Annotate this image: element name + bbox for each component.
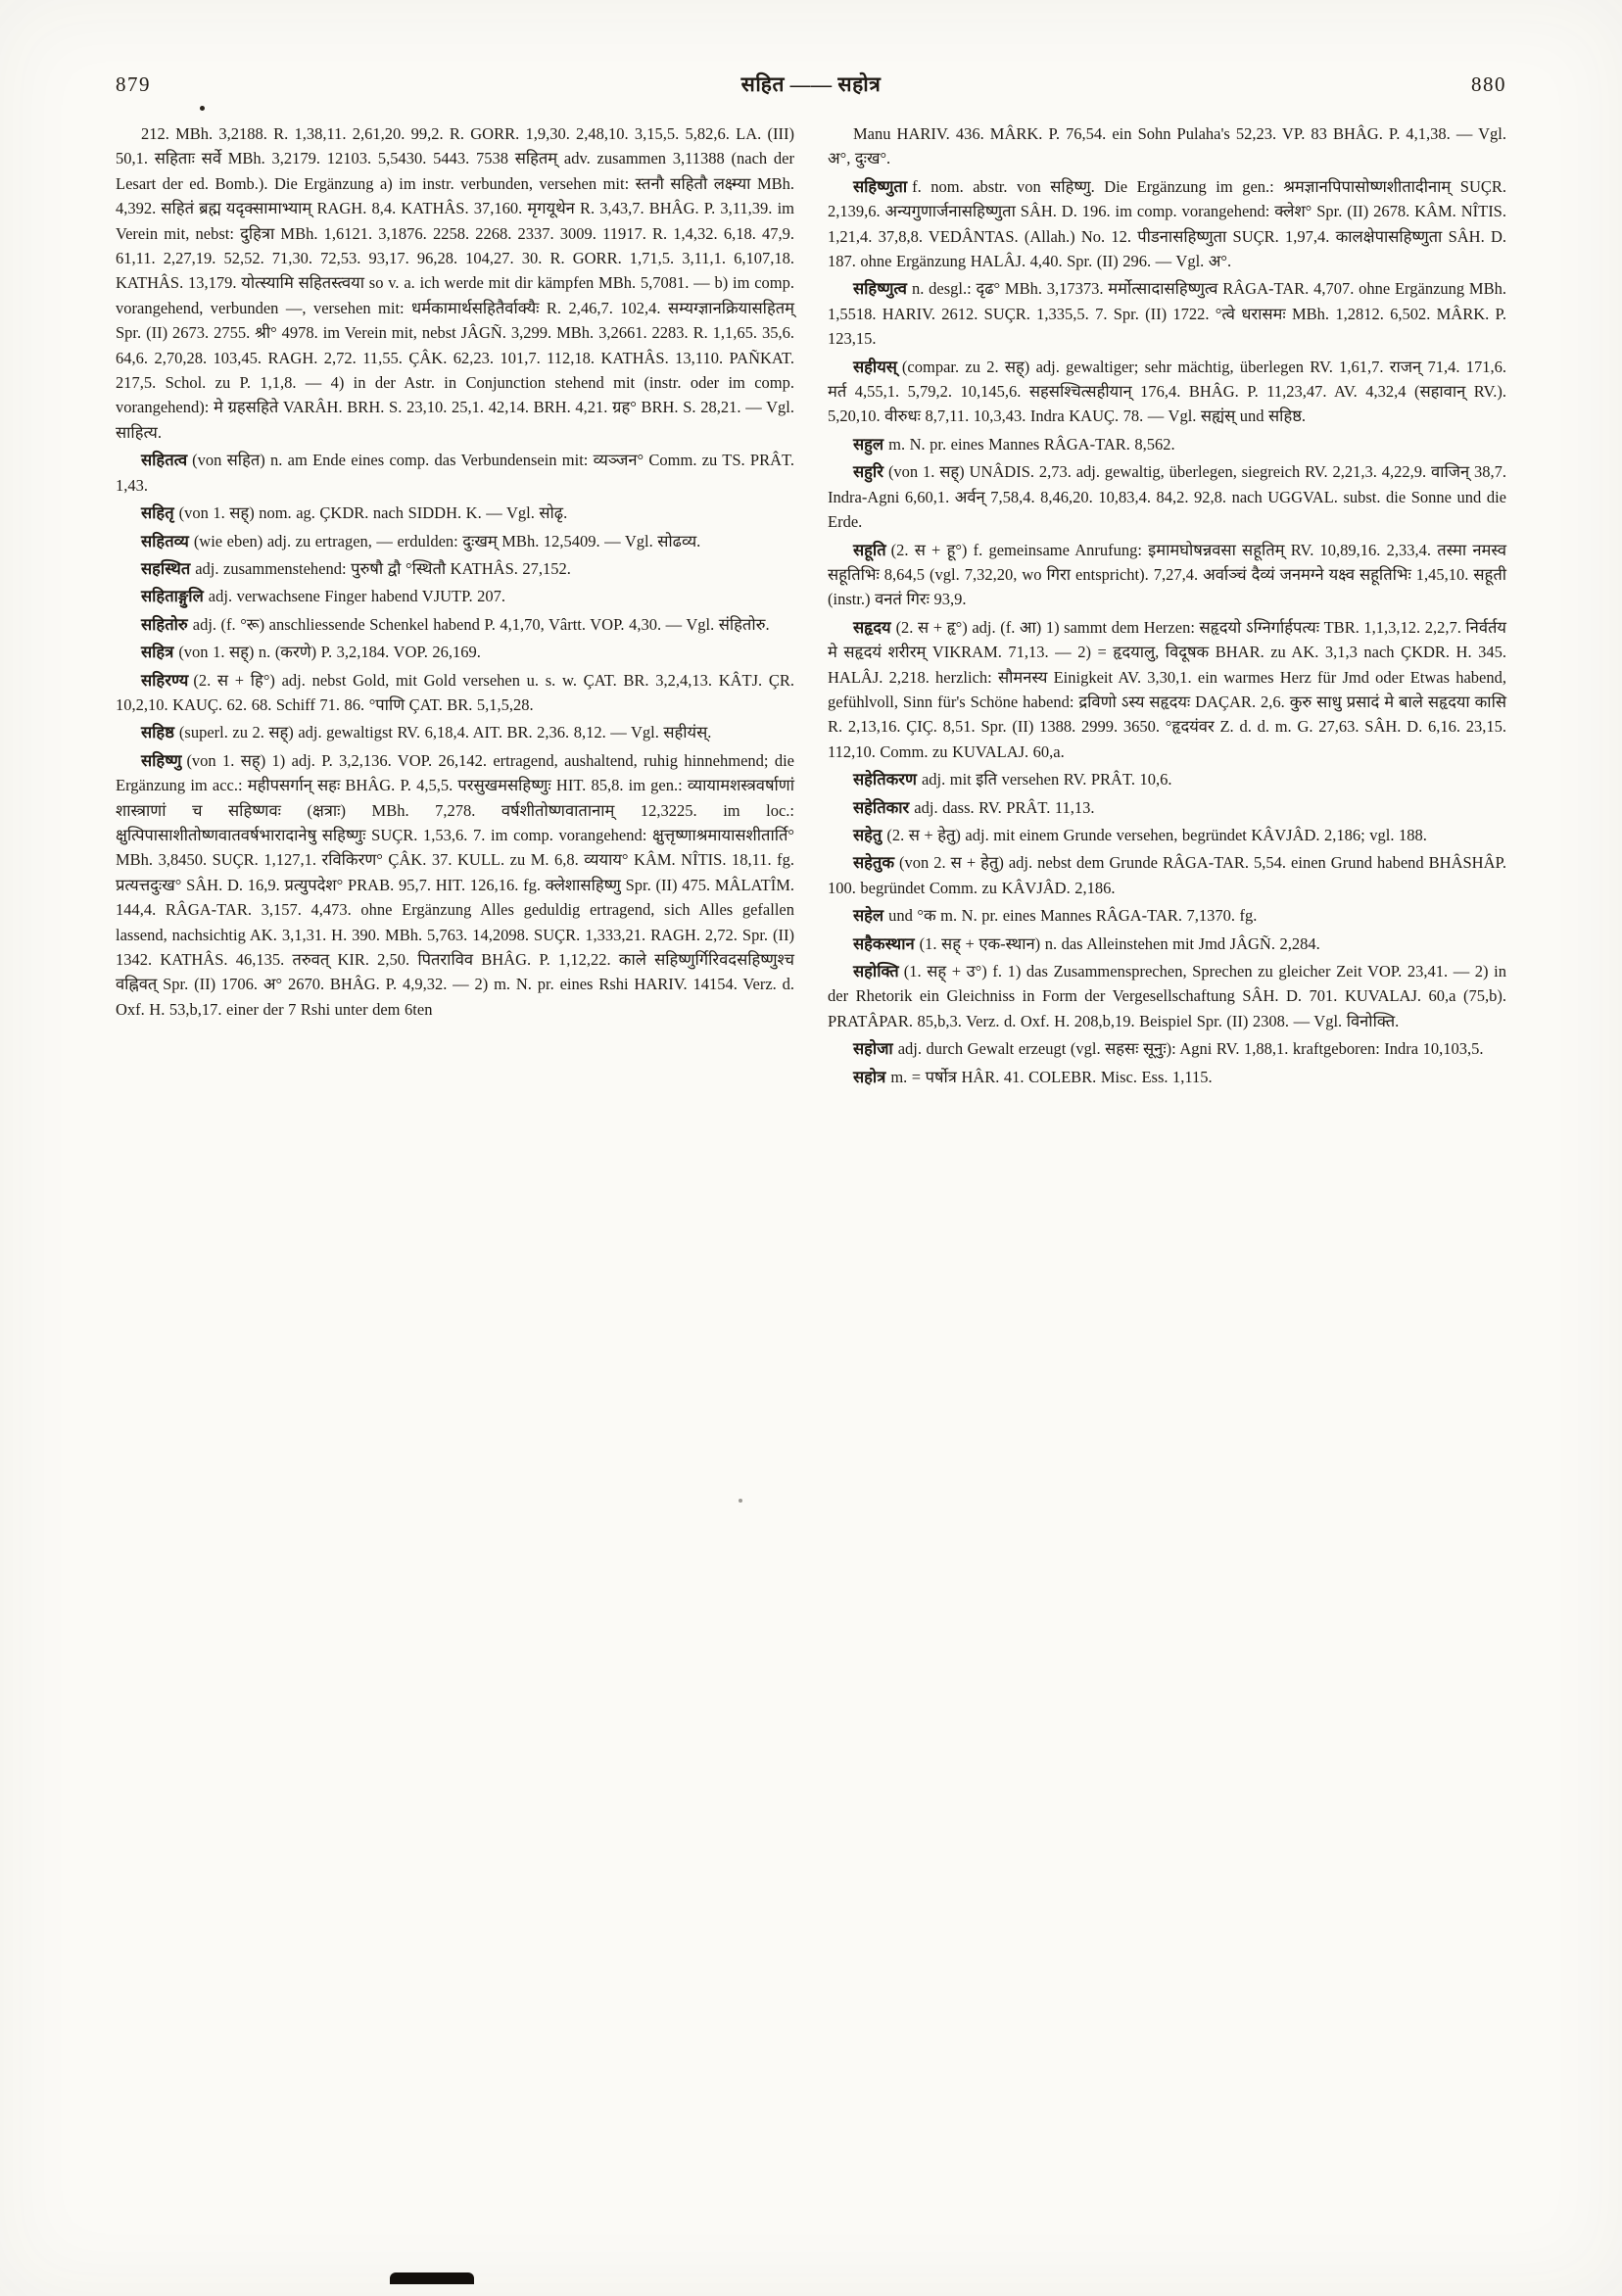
- text-block: [0, 98, 1622, 1092]
- page-number-right: 880: [1471, 72, 1506, 96]
- dictionary-entry: [116, 448, 794, 498]
- dictionary-entry: [116, 612, 794, 637]
- entry-body: (von 1. सह्) UNÂDIS. 2,73. adj. gewaltig, überlegen, siegreich RV. 2,21,3. 4,22,9. वाजिन् 38,7. Indra-Agni 6,60,1. अर्वन् 7,58,4. 8,46,20. 10,83,4. 84,2. 92,8. nach UGGVAL. subst. die Sonne und die Erde.: [828, 462, 1506, 532]
- dictionary-entry: [116, 668, 794, 718]
- dictionary-entry: [828, 615, 1506, 764]
- entry-headword: सहैकस्थान: [853, 933, 915, 953]
- entry-headword: सहित्र: [141, 643, 174, 662]
- dictionary-entry: [116, 748, 794, 1022]
- dictionary-entry: [116, 556, 794, 581]
- entry-headword: सहितोरु: [141, 614, 188, 634]
- entry-body: (1. सह् + एक-स्थान) n. das Alleinstehen mit Jmd JÂGÑ. 2,284.: [919, 933, 1320, 953]
- entry-body: (von 1. सह्) 1) adj. P. 3,2,136. VOP. 26,142. ertragend, aushaltend, ruhig hinnehmend; die Ergänzung im acc.: महीपसर्गान् सहः BHÂG. P. 4,5,5. परसुखमसहिष्णुः HIT. 85,8. im gen.: व्यायामशस्त्रवर्षाणां शास्त्राणां च सहिष्णवः (क्षत्राः) MBh. 7,278. वर्षशीतोष्णवातानाम् 12,3225. im loc.: क्षुत्पिपासाशीतोष्णवातवर्षभारादानेषु सहिष्णुः SUÇR. 1,53,6. 7. im comp. vorangehend: क्षुत्तृष्णाश्रमायासशीतार्ति° MBh. 3,8450. SUÇR. 1,127,1. रविकिरण° ÇÂK. 37. KULL. zu M. 6,8. व्ययाय° KÂM. NÎTIS. 18,11. fg. प्रत्यत्तदुःख° SÂH. D. 16,9. प्रत्युपदेश° PRAB. 95,7. HIT. 126,16. fg. क्लेशासहिष्णु Spr. (II) 475. MÂLATÎM. 144,4. RÂGA-TAR. 3,157. 4,473. ohne Ergänzung Alles geduldig ertragend, sich Alles gefallen lassend, nachsichtig AK. 3,1,31. H. 390. MBh. 5,763. 14,2098. SUÇR. 1,333,21. RAGH. 2,72. Spr. (II) 1342. KATHÂS. 46,135. तरुवत् KIR. 2,50. पितराविव BHÂG. P. 1,12,22. काले सहिष्णुर्गिरिवदसहिष्णुश्च वह्निवत् Spr. (II) 1706. अ° 2670. BHÂG. P. 4,9,32. — 2) m. N. pr. eines Rshi HARIV. 14154. Verz. d. Oxf. H. 53,b,17. einer der 7 Rshi unter dem 6ten: [116, 750, 794, 1019]
- scan-artifact-speck: [200, 106, 205, 111]
- entry-body: (2. स + हू°) f. gemeinsame Anrufung: इमामघोषन्नवसा सहूतिम् RV. 10,89,16. 2,33,4. तस्मा नमस्व सहूतिभिः 8,64,5 (vgl. 7,32,20, wo गिरा entspricht). 7,27,4. अर्वाञ्चं दैव्यं जनमग्ने यक्ष्व सहूतिभिः 1,45,10. सहूती (instr.) वनतं गिरः 93,9.: [828, 540, 1506, 609]
- dictionary-entry: [828, 174, 1506, 274]
- dictionary-entry: [828, 1065, 1506, 1089]
- dictionary-entry: [116, 720, 794, 744]
- entry-headword: सहेतु: [853, 825, 883, 844]
- dictionary-entry: [828, 1036, 1506, 1061]
- entry-body: (1. सह् + उ°) f. 1) das Zusammensprechen, Sprechen zu gleicher Zeit VOP. 23,41. — 2) in der Rhetorik ein Gleichniss in Form der Vergesellschaftung SÂH. D. 701. KUVALAJ. 60,a (75,b). PRATÂPAR. 85,b,3. Verz. d. Oxf. H. 208,b,19. Beispiel Spr. (II) 2308. — Vgl. विनोक्ति.: [828, 962, 1506, 1030]
- entry-headword: सहुरि: [853, 462, 883, 482]
- entry-body: (2. स + हेतु) adj. mit einem Grunde versehen, begründet KÂVJÂD. 2,186; vgl. 188.: [886, 825, 1427, 844]
- dictionary-entry: [828, 959, 1506, 1033]
- entry-headword: सहितव्य: [141, 531, 189, 550]
- entry-body: (superl. zu 2. सह्) adj. gewaltigst RV. 6,18,4. AIT. BR. 2,36. 8,12. — Vgl. सहीयंस्.: [178, 723, 712, 742]
- running-head: सहित —— सहोत्र: [740, 72, 882, 96]
- dictionary-entry: [116, 501, 794, 525]
- dictionary-entry: [828, 355, 1506, 429]
- entry-body: adj. zusammenstehend: पुरुषौ द्वौ °स्थितौ KATHÂS. 27,152.: [195, 558, 571, 578]
- entry-headword: सहिष्णुता: [853, 176, 908, 196]
- dictionary-entry: [828, 795, 1506, 820]
- left-column: [116, 121, 794, 1092]
- entry-body: (wie eben) adj. zu ertragen, — erdulden: दुःखम् MBh. 12,5409. — Vgl. सोढव्य.: [193, 531, 701, 550]
- dictionary-entry: [828, 767, 1506, 791]
- entry-body: (von 2. स + हेतु) adj. nebst dem Grunde RÂGA-TAR. 5,54. einen Grund habend BHÂSHÂP. 100. begründet Comm. zu KÂVJÂD. 2,186.: [828, 853, 1506, 897]
- dictionary-entry: [116, 121, 794, 445]
- entry-body: (von 1. सह्) nom. ag. ÇKDR. nach SIDDH. K. — Vgl. सोढृ.: [178, 503, 568, 523]
- entry-body: n. desgl.: दृढ° MBh. 3,17373. मर्मोत्सादासहिष्णुत्व RÂGA-TAR. 4,707. ohne Ergänzung MBh. 1,5518. HARIV. 2612. SUÇR. 1,335,5. 7. Spr. (II) 1722. °त्वे धरासमः MBh. 1,2812. 6,502. MÂRK. P. 123,15.: [828, 279, 1506, 349]
- dictionary-entry: [828, 459, 1506, 534]
- entry-headword: सहृदय: [853, 617, 891, 637]
- page-number-left: 879: [116, 72, 151, 96]
- entry-headword: सहिष्णु: [141, 750, 182, 770]
- dictionary-entry: [116, 640, 794, 664]
- entry-body: adj. (f. °रू) anschliessende Schenkel habend P. 4,1,70, Vârtt. VOP. 4,30. — Vgl. संहितोरु.: [192, 614, 770, 634]
- entry-body: Manu HARIV. 436. MÂRK. P. 76,54. ein Sohn Pulaha's 52,23. VP. 83 BHÂG. P. 4,1,38. — Vgl. अ°, दुःख°.: [828, 124, 1506, 168]
- entry-headword: सहेतिकरण: [853, 770, 917, 789]
- entry-headword: सहितत्व: [141, 451, 188, 470]
- dictionary-entry: [828, 850, 1506, 900]
- entry-body: adj. dass. RV. PRÂT. 11,13.: [914, 797, 1095, 817]
- scan-artifact-smudge: [390, 2272, 474, 2284]
- entry-headword: सहीयस्: [853, 357, 897, 376]
- entry-body: m. = पर्षोत्र HÂR. 41. COLEBR. Misc. Ess. 1,115.: [890, 1067, 1213, 1086]
- entry-headword: सहिरण्य: [141, 670, 189, 690]
- entry-headword: सहस्थित: [141, 558, 191, 578]
- entry-headword: सहूति: [853, 540, 886, 559]
- dictionary-entry: [116, 529, 794, 553]
- dictionary-entry: [828, 432, 1506, 456]
- entry-headword: सहिष्णुत्व: [853, 279, 907, 299]
- entry-headword: सहुल: [853, 434, 884, 454]
- entry-headword: सहेतिकार: [853, 797, 910, 817]
- entry-body: (2. स + हि°) adj. nebst Gold, mit Gold versehen u. s. w. ÇAT. BR. 3,2,4,13. KÂTJ. ÇR. 10,2,10. KAUÇ. 62. 68. Schiff 71. 86. °पाणि ÇAT. BR. 5,1,5,28.: [116, 670, 794, 714]
- entry-body: m. N. pr. eines Mannes RÂGA-TAR. 8,562.: [888, 434, 1175, 454]
- entry-body: adj. durch Gewalt erzeugt (vgl. सहसः सूनुः): Agni RV. 1,88,1. kraftgeboren: Indra 10,103,5.: [897, 1039, 1484, 1059]
- entry-body: (2. स + हृ°) adj. (f. आ) 1) sammt dem Herzen: सहृदयो ऽग्निर्गार्हपत्यः TBR. 1,1,3,12. 2,2,7. निर्वर्तय मे सहृदयं शरीरम् VIKRAM. 71,13. — 2) = हृदयालु, विदूषक BHAR. zu AK. 3,1,3 nach ÇKDR. H. 345. HALÂJ. 2,218. herzlich: सौमनस्य Einigkeit AV. 3,30,1. ein warmes Herz für Jmd oder Etwas habend, gefühlvoll, Sinn für's Schöne habend: द्रविणो ऽस्य सहृदयः DAÇAR. 2,6. कुरु साधु प्रसादं मे बाले सहृदया कासि R. 2,13,16. ÇIÇ. 8,51. Spr. (II) 1388. 2999. 3650. °हृदयंवर Z. d. d. m. G. 27,63. SÂH. D. 6,16. 23,15. 112,10. Comm. zu KUVALAJ. 60,a.: [828, 617, 1506, 761]
- dictionary-entry: [828, 932, 1506, 956]
- dictionary-entry: [828, 823, 1506, 847]
- entry-body: adj. verwachsene Finger habend VJUTP. 207.: [208, 587, 505, 606]
- entry-headword: सहिताङ्गुलि: [141, 587, 204, 606]
- entry-body: und °क m. N. pr. eines Mannes RÂGA-TAR. 7,1370. fg.: [888, 906, 1258, 926]
- entry-body: (von सहित) n. am Ende eines comp. das Verbundensein mit: व्यञ्जन° Comm. zu TS. PRÂT. 1,43.: [116, 451, 794, 495]
- entry-body: adj. mit इति versehen RV. PRÂT. 10,6.: [921, 770, 1172, 789]
- dictionary-entry: [828, 903, 1506, 928]
- dictionary-entry: [116, 584, 794, 608]
- right-column: [828, 121, 1506, 1092]
- entry-headword: सहितृ: [141, 503, 174, 523]
- entry-headword: सहोक्ति: [853, 962, 899, 981]
- dictionary-entry: [828, 538, 1506, 612]
- entry-headword: सहिष्ठ: [141, 723, 174, 742]
- entry-headword: सहेल: [853, 906, 884, 926]
- entry-headword: सहेतुक: [853, 853, 894, 873]
- entry-headword: सहोत्र: [853, 1067, 886, 1086]
- dictionary-entry: [828, 276, 1506, 351]
- entry-body: f. nom. abstr. von सहिष्णु. Die Ergänzung im gen.: श्रमज्ञानपिपासोष्णशीतादीनाम् SUÇR. 2,139,6. अन्यगुणार्जनासहिष्णुता SÂH. D. 196. im comp. vorangehend: क्लेश° Spr. (II) 2678. KÂM. NÎTIS. 1,21,4. 37,8,8. VEDÂNTAS. (Allah.) No. 12. पीडनासहिष्णुता SUÇR. 1,97,4. कालक्षेपासहिष्णुता SÂH. D. 187. ohne Ergänzung HALÂJ. 4,40. Spr. (II) 296. — Vgl. अ°.: [828, 176, 1506, 271]
- entry-body: (von 1. सह्) n. (करणे) P. 3,2,184. VOP. 26,169.: [178, 643, 481, 662]
- entry-headword: सहोजा: [853, 1039, 893, 1059]
- dictionary-entry: [828, 121, 1506, 171]
- entry-body: 212. MBh. 3,2188. R. 1,38,11. 2,61,20. 99,2. R. GORR. 1,9,30. 2,48,10. 3,15,5. 5,82,6. LA. (III) 50,1. सहिताः सर्वे MBh. 3,2179. 12103. 5,5430. 5443. 7538 सहितम् adv. zusammen 3,11388 (nach der Lesart der ed. Bomb.). Die Ergänzung a) im instr. verbunden, versehen mit: स्तनौ सहितौ लक्ष्म्या MBh. 4,392. सहितं ब्रह्म यदृक्सामाभ्याम् RAGH. 8,4. KATHÂS. 37,160. मृगयूथेन R. 3,43,7. BHÂG. P. 3,11,39. im Verein mit, nebst: दुहित्रा MBh. 1,6121. 3,1876. 2258. 2268. 2337. 3009. 11917. R. 1,4,32. 6,18. 47,9. 61,11. 2,27,19. 52,52. 71,30. 72,53. 93,17. 96,28. 104,27. 30. R. GORR. 1,71,5. 3,11,1. 6,107,18. KATHÂS. 13,179. योत्स्यामि सहितस्त्वया so v. a. ich werde mit dir kämpfen MBh. 5,7081. — b) im comp. vorangehend, verbunden —, versehen mit: धर्मकामार्थसहितैर्वाक्यैः R. 2,46,7. 102,4. सम्यग्ज्ञानक्रियासहितम् Spr. (II) 2673. 2755. श्री° 4978. im Verein mit, nebst JÂGÑ. 3,299. MBh. 3,2661. 2283. R. 1,1,65. 35,6. 64,6. 2,70,28. 103,45. RAGH. 2,72. 11,55. ÇÂK. 62,23. 101,7. 112,18. KATHÂS. 13,110. PAÑKAT. 217,5. Schol. zu P. 1,1,8. — 4) in der Astr. in Conjunction stehend mit (instr. oder im comp. vorangehend): मे ग्रहसहिते VARÂH. BRH. S. 23,10. 25,1. 42,14. BRH. 4,21. ग्रह° BRH. S. 28,21. — Vgl. साहित्य.: [116, 124, 794, 442]
- page-header: [0, 0, 1622, 98]
- entry-body: (compar. zu 2. सह्) adj. gewaltiger; sehr mächtig, überlegen RV. 1,61,7. राजन् 71,4. 171,6. मर्त 4,55,1. 5,79,2. 10,145,6. सहसश्चित्सहीयान् 176,4. BHÂG. P. 11,23,47. AV. 4,32,4 (सहावान् RV.). 5,20,10. वीरुधः 8,7,11. 10,3,43. Indra KAUÇ. 78. — Vgl. सह्यंस् und सहिष्ठ.: [828, 357, 1506, 426]
- scan-artifact-speck: [739, 1499, 742, 1503]
